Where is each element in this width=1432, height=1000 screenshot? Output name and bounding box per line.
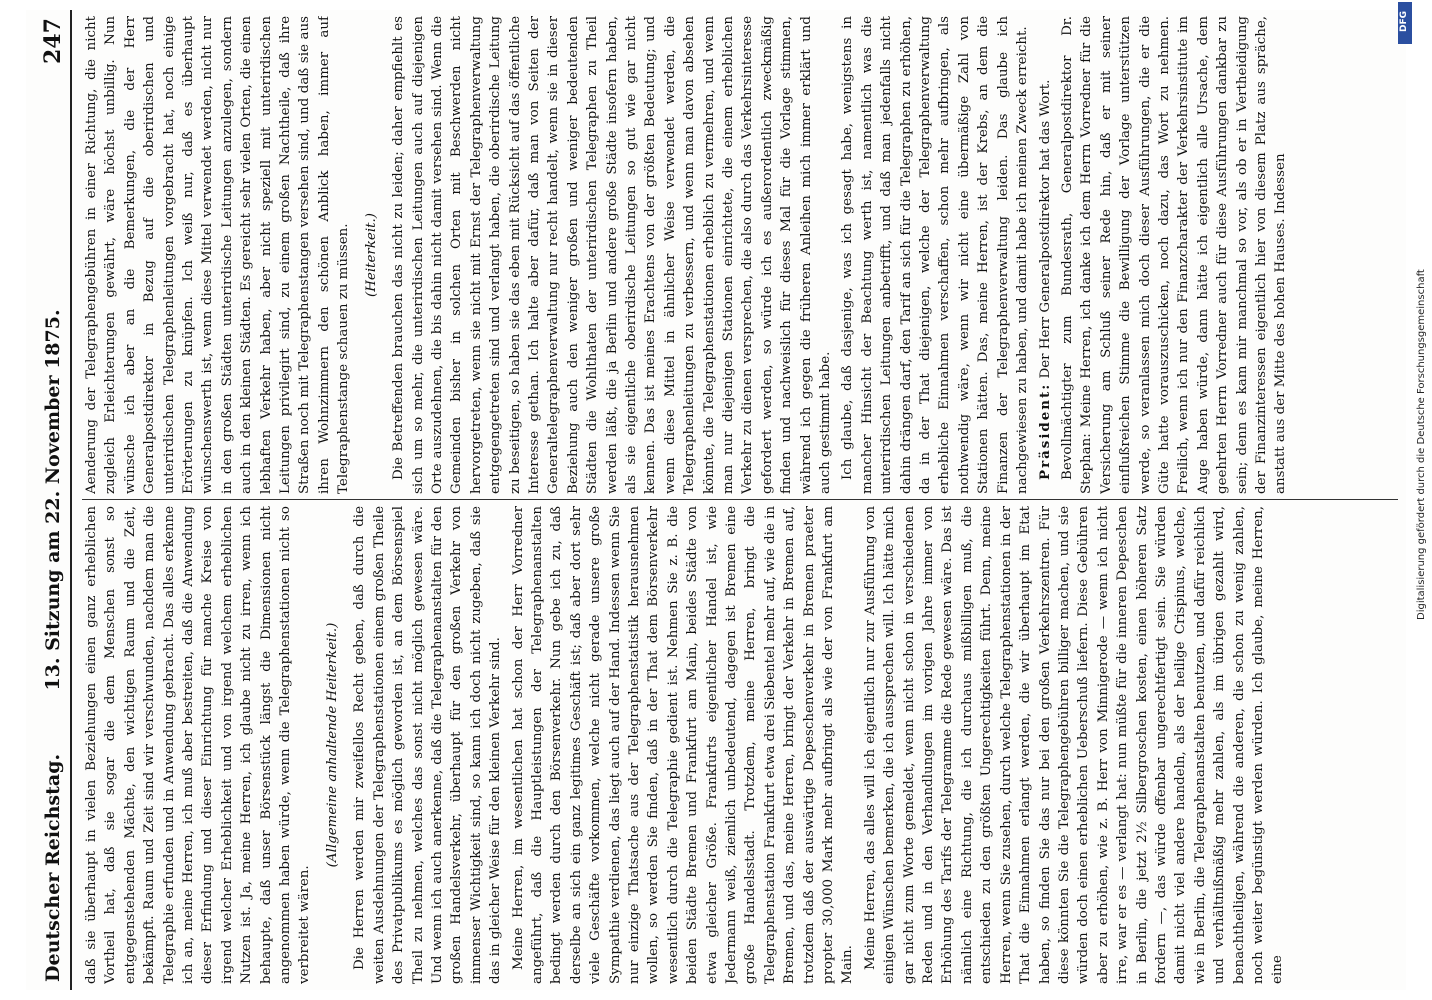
digitization-credit xyxy=(1392,0,1432,1000)
paragraph-text: Meine Herren, das alles will ich eigentlich nur zur Ausführung von einigen Wünschen bemerken, die ich aussprechen will. Ich hätte mich gar nicht zum Worte gemeldet, wenn nicht schon in verschiedenen Reden und in den Verhandlungen im vorigen Jahre immer von Erhöhung des Tarifs der Telegramme die Rede gewesen wäre. Das ist nämlich eine Richtung, die ich durchaus mißbilligen muß, die entschieden zu den größten Ungerechtigkeiten führt. Denn, meine Herren, wenn Sie zusehen, durch welche Telegraphenstationen in der That die Einnahmen erlangt werden, die wir überhaupt im Etat haben, so finden Sie das nur bei den großen Verkehrszentren. Für diese könnten Sie die Telegraphengebühren billiger machen, und sie würden doch einen erheblichen Ueberschuß liefern. Diese Gebühren aber zu erhöhen, wie z. B. Herr von Minnigerode — wenn ich nicht irre, war er es — verlangt hat: nun müßte für die inneren Depeschen in Berlin, die jetzt 2½ Silbergroschen kosten, einen höheren Satz fordern —, das würde offenbar ungerechtfertigt sein. Sie würden damit nicht viel andere handeln, als der heilige Crispinus, welche, wie in Berlin, die Telegraphenanstalten benutzen, und dafür reichlich und verhältnißmäßig mehr zahlen, als im übrigen gezahlt wird, benachtheiligen, während die anderen, die schon zu wenig zahlen, noch weiter begünstigt werden würden. Ich glaube, meine Herren, eine xyxy=(862,506,1286,984)
speaker-label: Präsident: xyxy=(1036,382,1053,480)
paragraph xyxy=(861,506,1288,984)
paragraph-text: Meine Herren, im wesentlichen hat schon der Herr Vorredner angeführt, daß die Hauptleistungen der Telegraphenanstalten bedingt werden durch den Börsenverkehr. Nun gebe ich zu, daß derselbe an sich ein ganz legitimes Geschäft ist; daß aber dort sehr viele Geschäfte vorkommen, welche nicht gerade unsere große Sympathie verdienen, das liegt auch auf der Hand. Indessen wenn Sie nur einzige Thatsache aus der Telegraphenstatistik herausnehmen wollen, so werden Sie finden, daß in der That dem Börsenverkehr wesentlich durch die Telegraphie gedient ist. Nehmen Sie z. B. die beiden Städte Bremen und Frankfurt am Main, beides Städte von etwa gleicher Größe. Frankfurts eigentlicher Handel ist, wie Jedermann weiß, ziemlich unbedeutend, dagegen ist Bremen eine große Handelsstadt. Trotzdem, meine Herren, bringt die Telegraphenstation Frankfurt etwa drei Siebentel mehr auf, wie die in Bremen, und das, meine Herren, bringt der Verkehr in Bremen auf, trotzdem daß der auswärtige Depeschenverkehr in Bremen praeter propter 30,000 Mark mehr aufbringt als wie der von Frankfurt am Main. xyxy=(510,506,856,984)
paragraph xyxy=(509,506,858,984)
column-divider xyxy=(82,499,1398,500)
paragraph xyxy=(82,16,354,494)
text-column-right xyxy=(82,16,1398,494)
dfg-logo: DFG xyxy=(1398,2,1412,44)
paragraph xyxy=(350,506,505,984)
paragraph xyxy=(1058,16,1291,494)
paragraph-text: Der Herr Generalpostdirektor hat das Wort. xyxy=(1037,79,1053,379)
session-title: 13. Sitzung am 22. November 1875. xyxy=(42,309,64,691)
paragraph xyxy=(82,506,315,984)
paragraph xyxy=(1036,16,1055,494)
paragraph-text: (Allgemeine anhaltende Heiterkeit.) xyxy=(324,622,340,868)
paragraph xyxy=(838,16,1032,494)
running-title: Deutscher Reichstag. xyxy=(42,753,64,982)
paragraph-text: daß sie überhaupt in vielen Beziehungen einen ganz erheblichen Vortheil hat, daß sie sogar die dem Menschen sonst so entgegenstehenden Mächte, den wichtigen Raum und die Zeit, bekämpft. Raum und Zeit sind wir verschwunden, nachdem man die Telegraphie erfunden und in Anwendung gebracht. Das alles erkenne ich an, meine Herren, ich muß aber bestreiten, daß die Anwendung dieser Erfindung und dieser Einrichtung für manche Kreise von irgend welcher Erheblichkeit und von irgend welchem erheblichen Nutzen ist. Ja, meine Herren, ich glaube nicht zu irren, wenn ich behaupte, daß unser Börsenstück längst die Dimensionen nicht angenommen haben würde, wenn die Telegraphenstationen nicht so verbreitet wären. xyxy=(84,506,313,984)
paragraph-text: Die Betreffenden brauchen das nicht zu leiden; daher empfiehlt es sich um so mehr, die unterirdischen Leitungen auch auf diejenigen Orte auszudehnen, die bis dahin nicht damit versehen sind. Wenn die Gemeinden bisher in solchen Orten mit Beschwerden nicht hervorgetreten, wenn sie nicht mit Ernst der Telegraphenverwaltung entgegengetreten sind und verlangt haben, die oberirdische Leitung zu beseitigen, so haben sie das eben mit Rücksicht auf das öffentliche Interesse gethan. Ich halte aber dafür, daß man von Seiten der Generaltelegraphenverwaltung nur recht handelt, wenn sie in dieser Beziehung auch den weniger großen und weniger bedeutenden Städten die Wohlthaten der unterirdischen Telegraphen zu Theil werden läßt, die ja Berlin und andere große Städte insofern haben, als sie eigentliche oberirdische Leitungen so gut wie gar nicht kennen. Das ist meines Erachtens von der größten Bedeutung; und wenn diese Mittel in ähnlicher Weise verwendet werden, die Telegraphenleitungen zu verbessern, und wenn man davon absehen könnte, die Telegraphenstationen erheblich zu vermehren, und wenn man nur diejenigen Stationen einrichtete, die einem erheblichen Verkehr zu dienen versprechen, die also durch das Verkehrsinteresse gefordert werden, so würde ich es außerordentlich zweckmäßig finden und nachweislich für dieses Mal für die Vorlage stimmen, während ich gegen die früheren Anleihen mich immer erklärt und auch gestimmt habe. xyxy=(391,16,834,494)
paragraph-text: Bevollmächtigter zum Bundesrath, Generalpostdirektor Dr. Stephan: Meine Herren, ich danke ich dem Herrn Vorredner für die Versicherung am Schluß seiner Rede hin, daß er mit seiner einflußreichen Stimme die Bewilligung der Vorlage unterstützen werde, so veranlassen mich doch dieser Ausführungen, die er die Güte hatte vorauszuschicken, noch dazu, das Wort zu nehmen. Freilich, wenn ich nur den Finanzcharakter der Verkehrsinstitute im Auge haben würde, dann hätte ich eigentlich alle Ursache, dem geehrten Herrn Vorredner auch für diese Ausführungen dankbar zu sein; denn es kam mir manchmal so vor, als ob er in Vertheidigung der Finanzinteressen eigentlich hier von diesem Platz aus spräche, anstatt aus der Mitte des hohen Hauses. Indessen xyxy=(1059,16,1289,494)
interjection xyxy=(323,506,342,984)
paragraph-text: Ich glaube, daß dasjenige, was ich gesagt habe, wenigstens in mancher Hinsicht der Beachtung werth ist, namentlich was die unterirdischen Leitungen anbetrifft, und daß man jedenfalls nicht dahin drängen darf, den Tarif an sich für die Telegraphen zu erhöhen, da in der That diejenigen, welche der Telegraphenverwaltung erhebliche Einnahmen verschaffen, schon mehr aufbringen, als nothwendig wäre, wenn wir nicht eine übermäßige Zahl von Stationen hätten. Das, meine Herren, ist der Krebs, an dem die Finanzen der Telegraphenverwaltung leiden. Das glaube ich nachgewiesen zu haben, und damit habe ich meinen Zweck erreicht. xyxy=(840,16,1031,494)
credit-text: Digitalisierung gefördert durch die Deutsche Forschungsgemeinschaft xyxy=(1416,269,1427,620)
text-column-left xyxy=(82,506,1398,984)
page-header xyxy=(36,10,72,990)
page-number: 247 xyxy=(40,18,66,64)
paragraph-text: Aenderung der Telegraphengebühren in einer Richtung, die nicht zugleich Erleichterungen gewährt, wäre höchst unbillig. Nun wünsche ich aber an die Bemerkungen, die der Herr Generalpostdirektor in Bezug auf die oberirdischen und unterirdischen Telegraphenleitungen vorgebracht hat, noch einige Erörterungen zu knüpfen. Ich weiß nur, daß es überhaupt wünschenswerth ist, wenn diese Mittel verwendet werden, nicht nur in den großen Städten unterirdische Leitungen anzulegen, sondern auch in den kleinen Städten. Es gereicht sehr vielen Orten, die einen lebhaften Verkehr haben, aber nicht speziell mit unterirdischen Leitungen privilegirt sind, zu einem großen Nachtheile, daß ihre Straßen noch mit Telegraphenstangen versehen sind, und daß sie aus ihren Wohnzimmern den schönen Anblick haben, immer auf Telegraphenstange schauen zu müssen. xyxy=(84,16,352,494)
newspaper-page xyxy=(26,10,1406,990)
paragraph-text: Die Herren werden mir zweifellos Recht geben, daß durch die weiten Ausdehnungen der Telegraphenstationen einem großen Theile des Privatpublikums es möglich geworden ist, an dem Börsenspiel Theil zu nehmen, welches das sonst nicht möglich gewesen wäre. Und wenn ich auch anerkenne, daß die Telegraphenanstalten für den großen Handelsverkehr, überhaupt für den großen Verkehr von immenser Wichtigkeit sind, so kann ich doch nicht zugeben, daß sie das in gleicher Weise für den kleinen Verkehr sind. xyxy=(352,506,504,984)
paragraph-text: (Heiterkeit.) xyxy=(363,213,379,297)
interjection xyxy=(362,16,381,494)
paragraph xyxy=(389,16,835,494)
